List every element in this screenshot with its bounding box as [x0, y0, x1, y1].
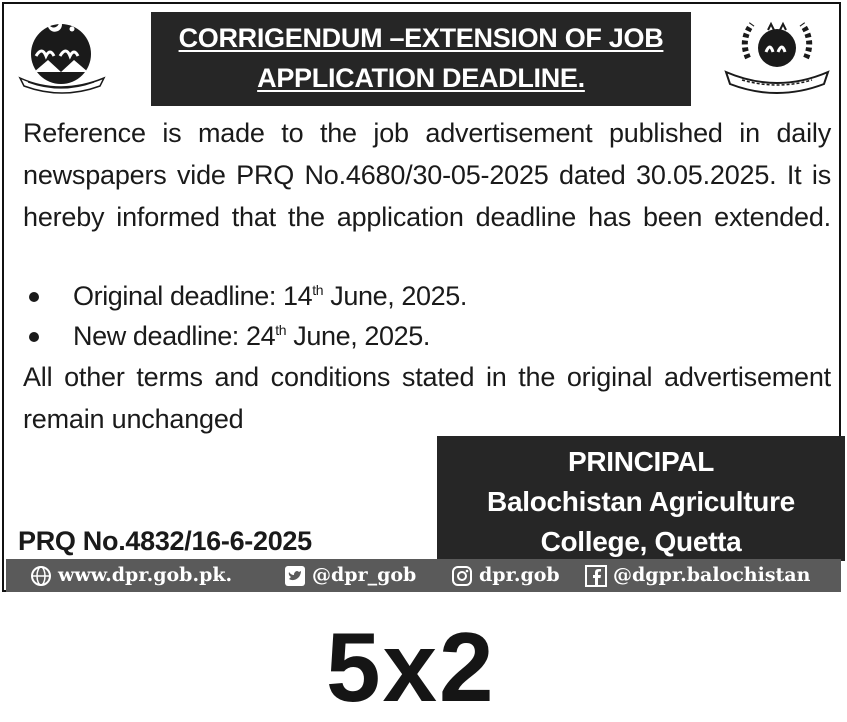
ad-size-label: 5x2 [326, 612, 496, 722]
instagram-text: dpr.gob [479, 564, 560, 586]
footer-strip [6, 559, 841, 592]
balochistan-emblem-icon [14, 16, 109, 98]
twitter-text: @dpr_gob [312, 564, 417, 586]
instagram-icon [451, 565, 473, 587]
dgpr-emblem-icon [718, 18, 836, 98]
new-deadline-text: New deadline: 24 [73, 321, 276, 351]
facebook-text: @dgpr.balochistan [613, 564, 811, 586]
signature-box [437, 436, 845, 561]
twitter-item[interactable] [284, 563, 416, 587]
bullet-icon [29, 292, 39, 302]
title-banner [151, 12, 691, 106]
bullet-icon [29, 332, 39, 342]
facebook-icon [585, 565, 607, 587]
ordinal-suffix: th [275, 322, 287, 338]
globe-icon [30, 565, 52, 587]
terms-paragraph: All other terms and conditions stated in the original advertisement remain unchanged [23, 362, 831, 434]
website-text: www.dpr.gob.pk. [58, 564, 233, 586]
original-deadline-text: Original deadline: 14 [73, 281, 313, 311]
signature-location: College, Quetta [540, 526, 742, 557]
new-deadline-date: June, 2025. [286, 321, 430, 351]
title-line-2: APPLICATION DEADLINE. [257, 63, 585, 93]
facebook-item[interactable] [585, 563, 810, 587]
twitter-icon [284, 565, 306, 587]
reference-paragraph: Reference is made to the job advertisement published in daily newspapers vide PRQ No.4680/30-05-2025 dated 30.05.2025. It is hereby informed that the application deadline has been extended. [23, 118, 831, 232]
advertisement [2, 2, 841, 592]
original-deadline-date: June, 2025. [323, 281, 467, 311]
title-line-1: CORRIGENDUM –EXTENSION OF JOB [178, 23, 664, 53]
signature-title: PRINCIPAL [567, 446, 715, 477]
website-item[interactable] [30, 563, 232, 587]
signature-institution: Balochistan Agriculture [487, 486, 795, 517]
prq-number: PRQ No.4832/16-6-2025 [18, 526, 312, 556]
ordinal-suffix: th [312, 282, 324, 298]
instagram-item[interactable] [451, 563, 560, 587]
